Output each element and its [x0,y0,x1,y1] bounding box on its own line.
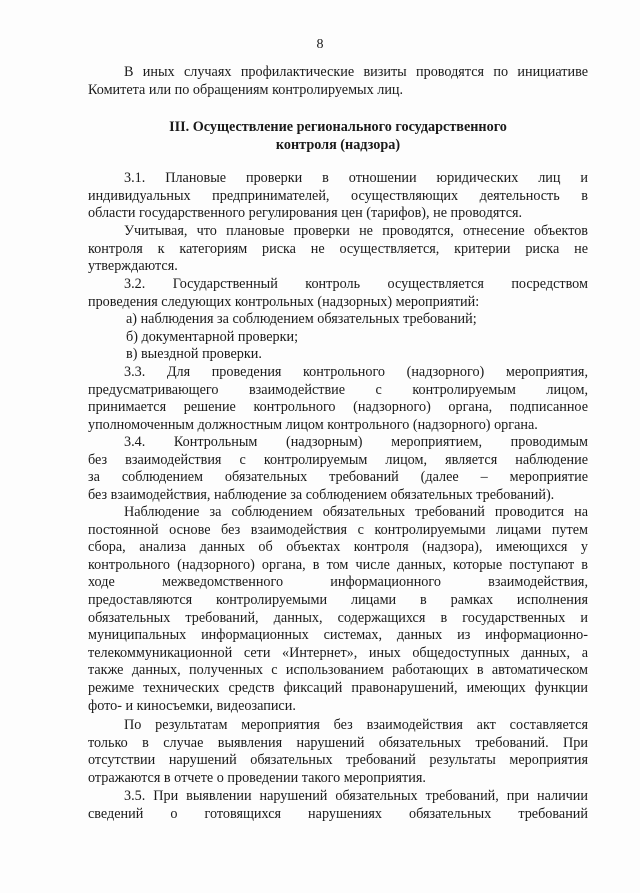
text-line: сбора, анализа данных об объектах контроля (надзора), имеющихся у [88,539,588,556]
text-line: без взаимодействия, наблюдение за соблюдением обязательных требований). [88,486,555,503]
paragraph-3-4 [88,434,588,504]
text-line: предоставляются контролируемыми лицами в рамках исполнения [88,591,588,608]
paragraph-3-5 [88,788,588,823]
text-line: только в случае выявления нарушений обязательных требований. При [88,734,588,751]
paragraph-observation [88,504,588,715]
text-line: уполномоченным должностным лицом контрольного (надзорного) органа. [88,416,538,433]
section-heading [88,118,588,154]
text-line: без взаимодействия с контролируемым лицом, является наблюдение [88,451,588,468]
text-line: ходе межведомственного информационного взаимодействия, [88,574,588,591]
heading-line: III. Осуществление регионального государственного [169,119,507,135]
text-line: принимается решение контрольного (надзорного) органа, подписанное [88,399,588,416]
text-line: индивидуальных предпринимателей, осуществляющих деятельность в [88,187,588,204]
text-line: отсутствии нарушений обязательных требований результаты мероприятия [88,752,588,769]
text-line: фото- и киносъемки, видеозаписи. [88,697,296,714]
text-line: обязательных требований, данных, содержащихся в государственных и [88,609,588,626]
text-line: за соблюдением обязательных требований (далее – мероприятие [88,469,588,486]
text-line: 3.3. Для проведения контрольного (надзорного) мероприятия, [124,364,588,380]
text-line: Комитета или по обращениям контролируемых лиц. [88,81,404,98]
heading-line: контроля (надзора) [275,137,401,153]
text-line: 3.1. Плановые проверки в отношении юридических лиц и [124,170,588,186]
text-line: 3.2. Государственный контроль осуществляется посредством [124,276,588,292]
paragraph-3-2 [88,276,588,364]
text-line: По результатам мероприятия без взаимодействия акт составляется [124,717,588,733]
paragraph-risk [88,223,588,276]
text-line: утверждаются. [88,258,178,275]
page-number: 8 [316,37,324,52]
paragraph-act [88,717,588,787]
list-item: а) наблюдения за соблюдением обязательных требований; [126,311,477,328]
text-line: области государственного регулирования цен (тарифов), не проводятся. [88,205,523,222]
text-line: отражаются в отчете о проведении такого мероприятия. [88,769,426,786]
text-line: 3.5. При выявлении нарушений обязательных требований, при наличии [124,788,588,804]
list-item: в) выездной проверки. [126,346,262,363]
paragraph-3-3 [88,364,588,434]
text-line: сведений о готовящихся нарушениях обязательных требований [88,805,588,822]
text-line: предусматривающего взаимодействие с контролируемым лицом, [88,381,588,398]
text-line: режиме технических средств фиксаций правонарушений, имеющих функции [88,679,588,696]
text-line: Наблюдение за соблюдением обязательных требований проводится на [124,504,588,520]
text-line: В иных случаях профилактические визиты проводятся по инициативе [124,64,588,80]
text-line: проведения следующих контрольных (надзорных) мероприятий: [88,293,480,310]
paragraph-intro [88,64,588,99]
text-line: контрольного (надзорного) органа, в том числе данных, которые поступают в [88,556,588,573]
text-line: 3.4. Контрольным (надзорным) мероприятием, проводимым [124,434,588,450]
text-line: Учитывая, что плановые проверки не проводятся, отнесение объектов [124,223,588,239]
list-item: б) документарной проверки; [126,328,299,345]
text-line: также данных, полученных с использованием работающих в автоматическом [88,662,588,679]
text-line: телекоммуникационной сети «Интернет», иных общедоступных данных, а [88,644,588,661]
text-line: контроля к категориям риска не осуществляется, критерии риска не [88,240,588,257]
text-line: муниципальных информационных системах, данных из информационно- [88,627,588,644]
text-line: постоянной основе без взаимодействия с контролируемыми лицами путем [88,521,588,538]
paragraph-3-1 [88,170,588,223]
